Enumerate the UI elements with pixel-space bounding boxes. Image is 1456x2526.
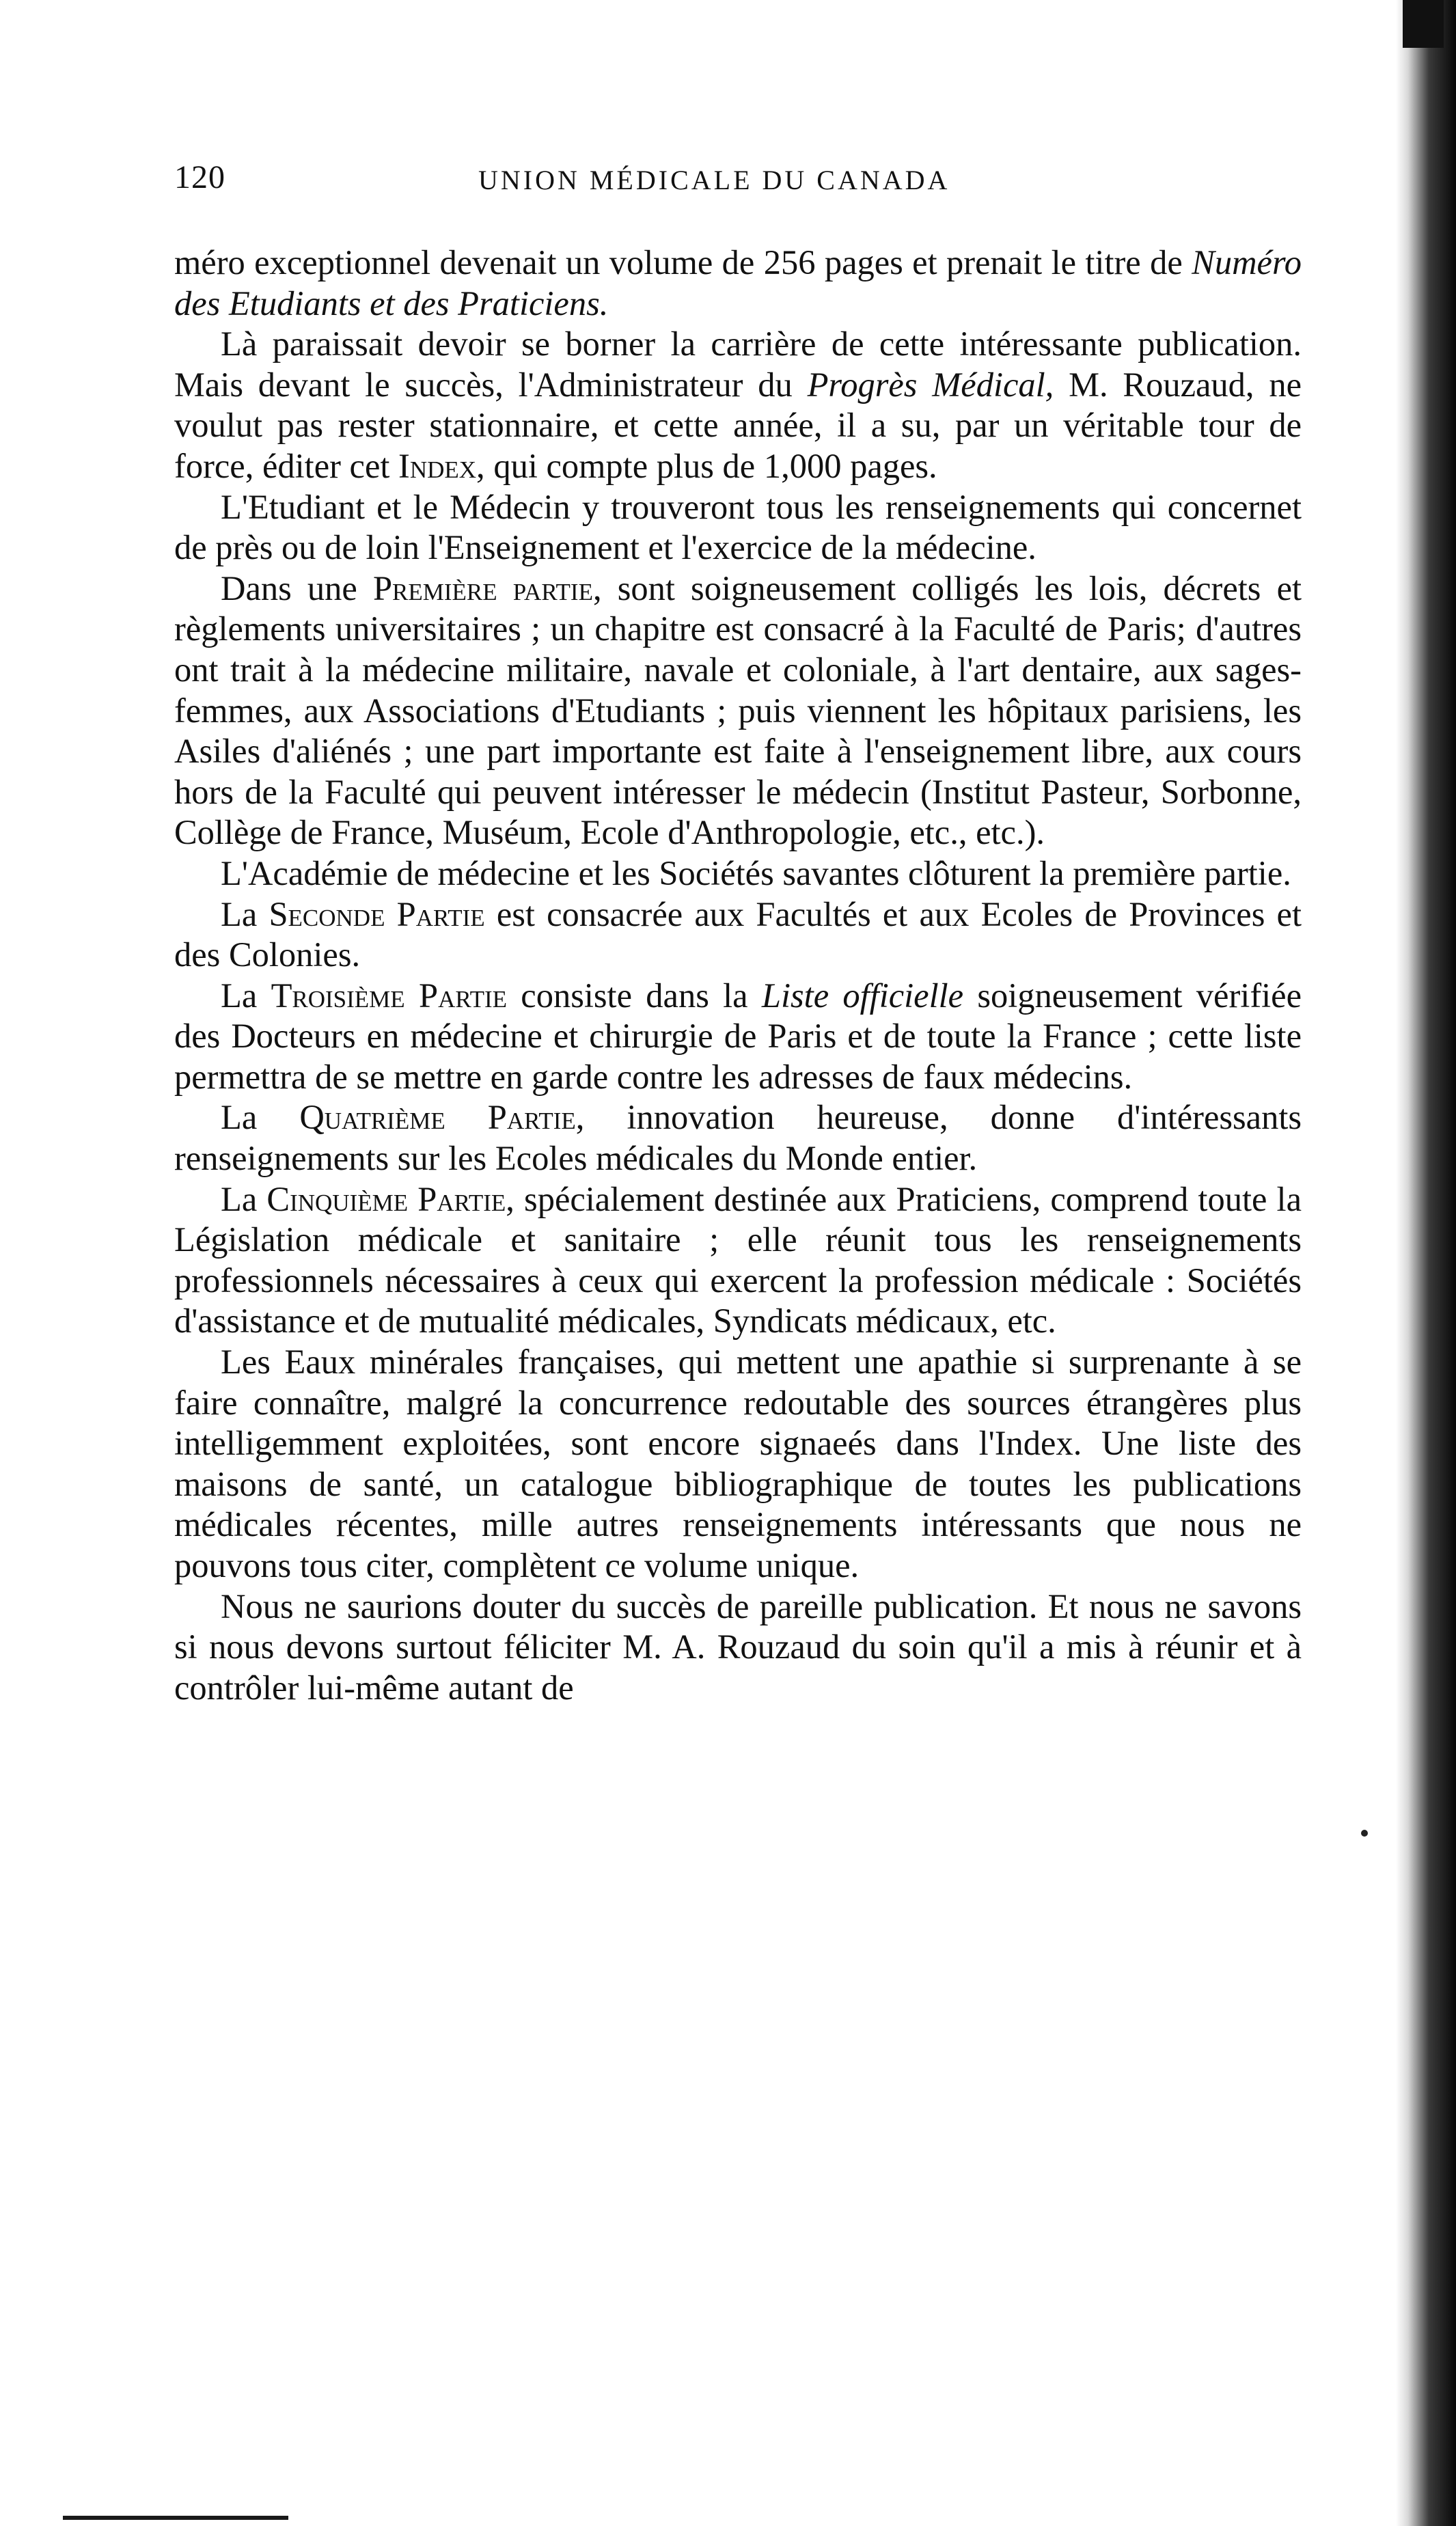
italic-text: Numéro des Etudiants et des Praticiens. <box>174 243 1302 322</box>
text-run: consiste dans la <box>507 976 762 1015</box>
paragraph <box>174 568 1302 853</box>
small-caps-text: Index, <box>398 446 485 485</box>
text-run: spécialement destinée aux Praticiens, comprend toute la Législation médicale et sanitaire ; elle réunit tous les renseignements professionnels nécessaires à ceux qui exercent la profession médicale : Sociétés d'assistance et de mutualité médicales, Syndicats médicaux, etc. <box>174 1179 1302 1341</box>
page-number: 120 <box>174 159 225 195</box>
text-run: Dans une <box>221 568 373 607</box>
text-run: La <box>221 1179 267 1218</box>
text-run: est consacrée aux Facultés et aux Ecoles de Provinces et des Colonies. <box>174 894 1302 974</box>
text-run: Là paraissait devoir se borner la carrière de cette intéressante publication. Mais devant le succès, l'Administrateur du <box>174 325 1302 404</box>
bottom-rule <box>63 2516 288 2520</box>
small-caps-text: Seconde Partie <box>269 894 485 933</box>
paragraph <box>174 487 1302 568</box>
small-caps-text: Première partie, <box>372 568 602 607</box>
text-run: soigneusement vérifiée des Docteurs en médecine et chirurgie de Paris et de toute la France ; cette liste permettra de se mettre en garde contre les adresses de faux médecins. <box>174 976 1302 1096</box>
text-run: L'Académie de médecine et les Sociétés savantes clôturent la première partie. <box>221 853 1291 892</box>
paragraph <box>174 1342 1302 1587</box>
text-run: Les Eaux minérales françaises, qui mettent une apathie si surprenante à se faire connaître, malgré la concurrence redoutable des sources étrangères plus intelligemment exploitées, sont encore signaeés dans l'Index. Une liste des maisons de santé, un catalogue bibliographique de toutes les publications médicales récentes, mille autres renseignements intéressants que nous ne pouvons tous citer, complètent ce volume unique. <box>174 1343 1302 1584</box>
paragraph <box>174 1179 1302 1342</box>
text-run: La <box>221 894 269 933</box>
paragraph <box>174 853 1302 894</box>
text-run: innovation heureuse, donne d'intéressants renseignements sur les Ecoles médicales du Monde entier. <box>174 1098 1302 1178</box>
italic-text: Liste officielle <box>761 976 964 1015</box>
margin-ink-dot <box>1361 1830 1368 1837</box>
paragraph <box>174 324 1302 486</box>
text-run: La <box>221 976 271 1015</box>
scan-edge-shadow <box>1396 0 1456 2526</box>
text-run: méro exceptionnel devenait un volume de 256 pages et prenait le titre de <box>174 243 1192 282</box>
paragraph <box>174 243 1302 324</box>
text-run: La <box>221 1098 300 1137</box>
body-text <box>174 243 1302 1708</box>
text-run: qui compte plus de 1,000 pages. <box>484 446 937 485</box>
italic-text: Progrès Médical, <box>807 365 1054 404</box>
text-run: Nous ne saurions douter du succès de pareille publication. Et nous ne savons si nous devons surtout féliciter M. A. Rouzaud du soin qu'il a mis à réunir et à contrôler lui-même autant de <box>174 1587 1302 1707</box>
paragraph <box>174 976 1302 1098</box>
paragraph <box>174 894 1302 976</box>
scan-edge-cap <box>1403 0 1444 48</box>
paragraph <box>174 1587 1302 1709</box>
small-caps-text: Cinquième Partie, <box>266 1179 514 1218</box>
page-header <box>174 159 1329 206</box>
paragraph <box>174 1097 1302 1179</box>
running-head: UNION MÉDICALE DU CANADA <box>478 165 950 195</box>
text-run: L'Etudiant et le Médecin y trouveront tous les renseignements qui concernet de près ou de loin l'Enseignement et l'exercice de la médecine. <box>174 487 1302 567</box>
text-run: sont soigneusement colligés les lois, décrets et règlements universitaires ; un chapitre est consacré à la Faculté de Paris; d'autres ont trait à la médecine militaire, navale et coloniale, à l'art dentaire, aux sages-femmes, aux Associations d'Etudiants ; puis viennent les hôpitaux parisiens, les Asiles d'aliénés ; une part importante est faite à l'enseignement libre, aux cours hors de la Faculté qui peuvent intéresser le médecin (Institut Pasteur, Sorbonne, Collège de France, Muséum, Ecole d'Anthropologie, etc., etc.). <box>174 568 1302 852</box>
small-caps-text: Quatrième Partie, <box>299 1098 585 1137</box>
small-caps-text: Troisième Partie <box>271 976 507 1015</box>
text-run: M. Rouzaud, ne voulut pas rester stationnaire, et cette année, il a su, par un véritable tour de force, éditer cet <box>174 365 1302 485</box>
